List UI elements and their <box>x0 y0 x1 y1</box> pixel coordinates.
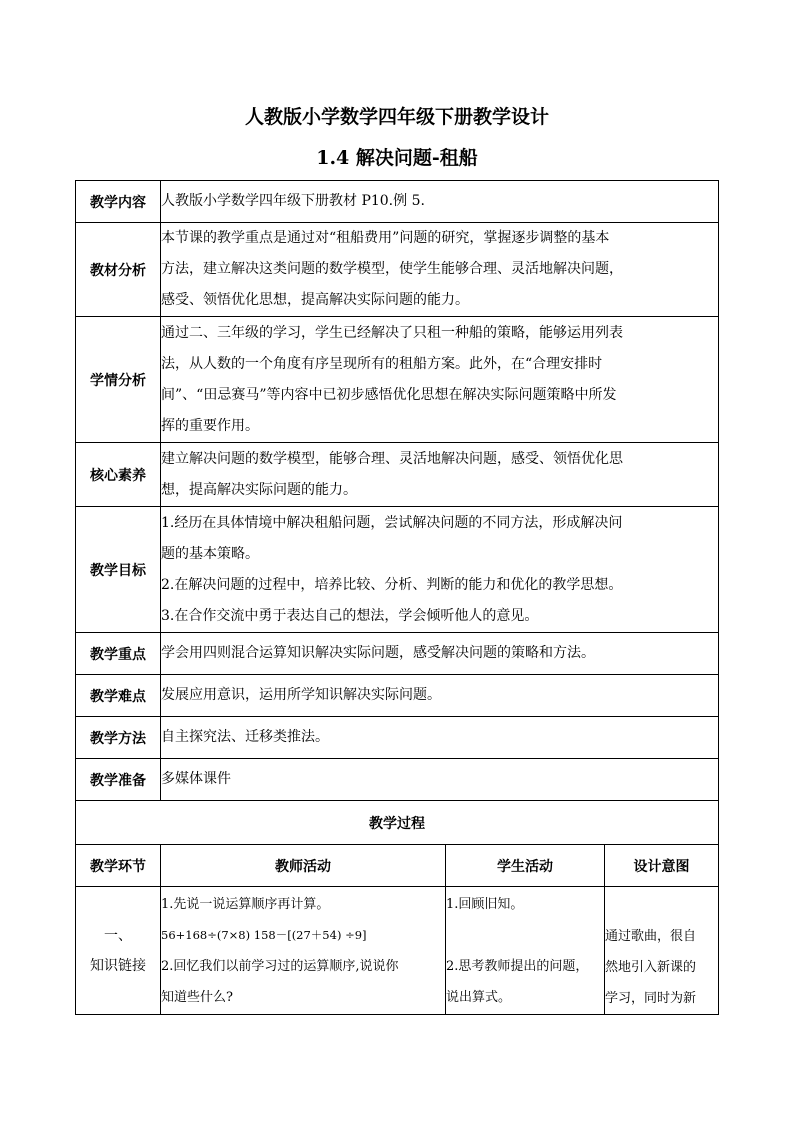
stage-name: 知识链接 <box>90 957 146 974</box>
design-intent-cell <box>605 887 719 1015</box>
row-content <box>161 717 719 759</box>
row-content <box>161 443 719 507</box>
stage-number: 一、 <box>104 927 132 944</box>
row-label: 教学目标 <box>76 507 161 633</box>
content-line: 多媒体课件 <box>161 771 231 787</box>
info-row <box>76 223 719 317</box>
row-content <box>161 181 719 223</box>
info-row <box>76 317 719 443</box>
content-line: 自主探究法、迁移类推法。 <box>161 729 329 745</box>
content-line: 想，提高解决实际问题的能力。 <box>161 481 357 498</box>
process-heading: 教学过程 <box>76 801 719 845</box>
content-line: 挥的重要作用。 <box>161 417 259 434</box>
content-line: 本节课的教学重点是通过对“租船费用”问题的研究，掌握逐步调整的基本 <box>161 230 610 246</box>
column-header-student: 学生活动 <box>446 845 605 887</box>
column-header-teacher: 教师活动 <box>161 845 446 887</box>
row-label: 教学准备 <box>76 759 161 801</box>
student-line: 2.思考教师提出的问题， <box>446 958 589 974</box>
teacher-line: 1.先说一说运算顺序再计算。 <box>161 896 330 912</box>
lesson-plan-table <box>75 180 719 1015</box>
row-content <box>161 675 719 717</box>
student-line: 说出算式。 <box>446 989 512 1005</box>
content-line: 1.经历在具体情境中解决租船问题，尝试解决问题的不同方法，形成解决问 <box>161 514 623 531</box>
info-row <box>76 507 719 633</box>
row-label: 学情分析 <box>76 317 161 443</box>
column-header-intent: 设计意图 <box>605 845 719 887</box>
content-line: 学会用四则混合运算知识解决实际问题，感受解决问题的策略和方法。 <box>161 645 595 661</box>
content-line: 法，从人数的一个角度有序呈现所有的租船方案。此外，在“合理安排时 <box>161 355 603 372</box>
info-row <box>76 717 719 759</box>
teacher-line: 56+168÷(7×8) 158－[(27＋54) ÷9] <box>161 927 367 942</box>
student-line: 1.回顾旧知。 <box>446 896 524 912</box>
content-line: 通过二、三年级的学习，学生已经解决了只租一种船的策略，能够运用列表 <box>161 324 623 341</box>
row-content <box>161 507 719 633</box>
content-line: 建立解决问题的数学模型，能够合理、灵活地解决问题，感受、领悟优化思 <box>161 450 623 467</box>
row-content <box>161 759 719 801</box>
content-line: 感受、领悟优化思想，提高解决实际问题的能力。 <box>161 292 469 308</box>
content-line: 3.在合作交流中勇于表达自己的想法，学会倾听他人的意见。 <box>161 607 539 624</box>
document-title: 人教版小学数学四年级下册教学设计 <box>244 106 549 128</box>
row-content <box>161 633 719 675</box>
content-line: 人教版小学数学四年级下册教材 P10.例 5. <box>161 193 425 209</box>
row-label: 教学方法 <box>76 717 161 759</box>
content-line: 2.在解决问题的过程中，培养比较、分析、判断的能力和优化的教学思想。 <box>161 576 623 593</box>
row-content <box>161 223 719 317</box>
content-line: 间”、“田忌赛马”等内容中已初步感悟优化思想在解决实际问题策略中所发 <box>161 386 617 403</box>
info-row <box>76 759 719 801</box>
content-line: 发展应用意识，运用所学知识解决实际问题。 <box>161 687 441 703</box>
row-label: 教材分析 <box>76 223 161 317</box>
teacher-line: 2.回忆我们以前学习过的运算顺序,说说你 <box>161 958 399 974</box>
content-line: 题的基本策略。 <box>161 545 259 562</box>
teacher-line: 知道些什么? <box>161 989 233 1005</box>
intent-line: 通过歌曲，很自 <box>605 929 697 944</box>
info-row <box>76 675 719 717</box>
stage-cell <box>76 887 161 1015</box>
teacher-activity-cell <box>161 887 446 1015</box>
row-label: 教学难点 <box>76 675 161 717</box>
row-label: 教学重点 <box>76 633 161 675</box>
row-label: 核心素养 <box>76 443 161 507</box>
intent-line: 然地引入新课的 <box>605 960 697 975</box>
info-row <box>76 443 719 507</box>
column-header-stage: 教学环节 <box>76 845 161 887</box>
intent-line: 学习，同时为新 <box>605 991 697 1006</box>
info-row <box>76 633 719 675</box>
row-content <box>161 317 719 443</box>
info-row <box>76 181 719 223</box>
document-subtitle: 1.4 解决问题-租船 <box>316 147 478 169</box>
row-label: 教学内容 <box>76 181 161 223</box>
content-line: 方法，建立解决这类问题的数学模型，使学生能够合理、灵活地解决问题， <box>161 261 623 277</box>
student-activity-cell <box>446 887 605 1015</box>
